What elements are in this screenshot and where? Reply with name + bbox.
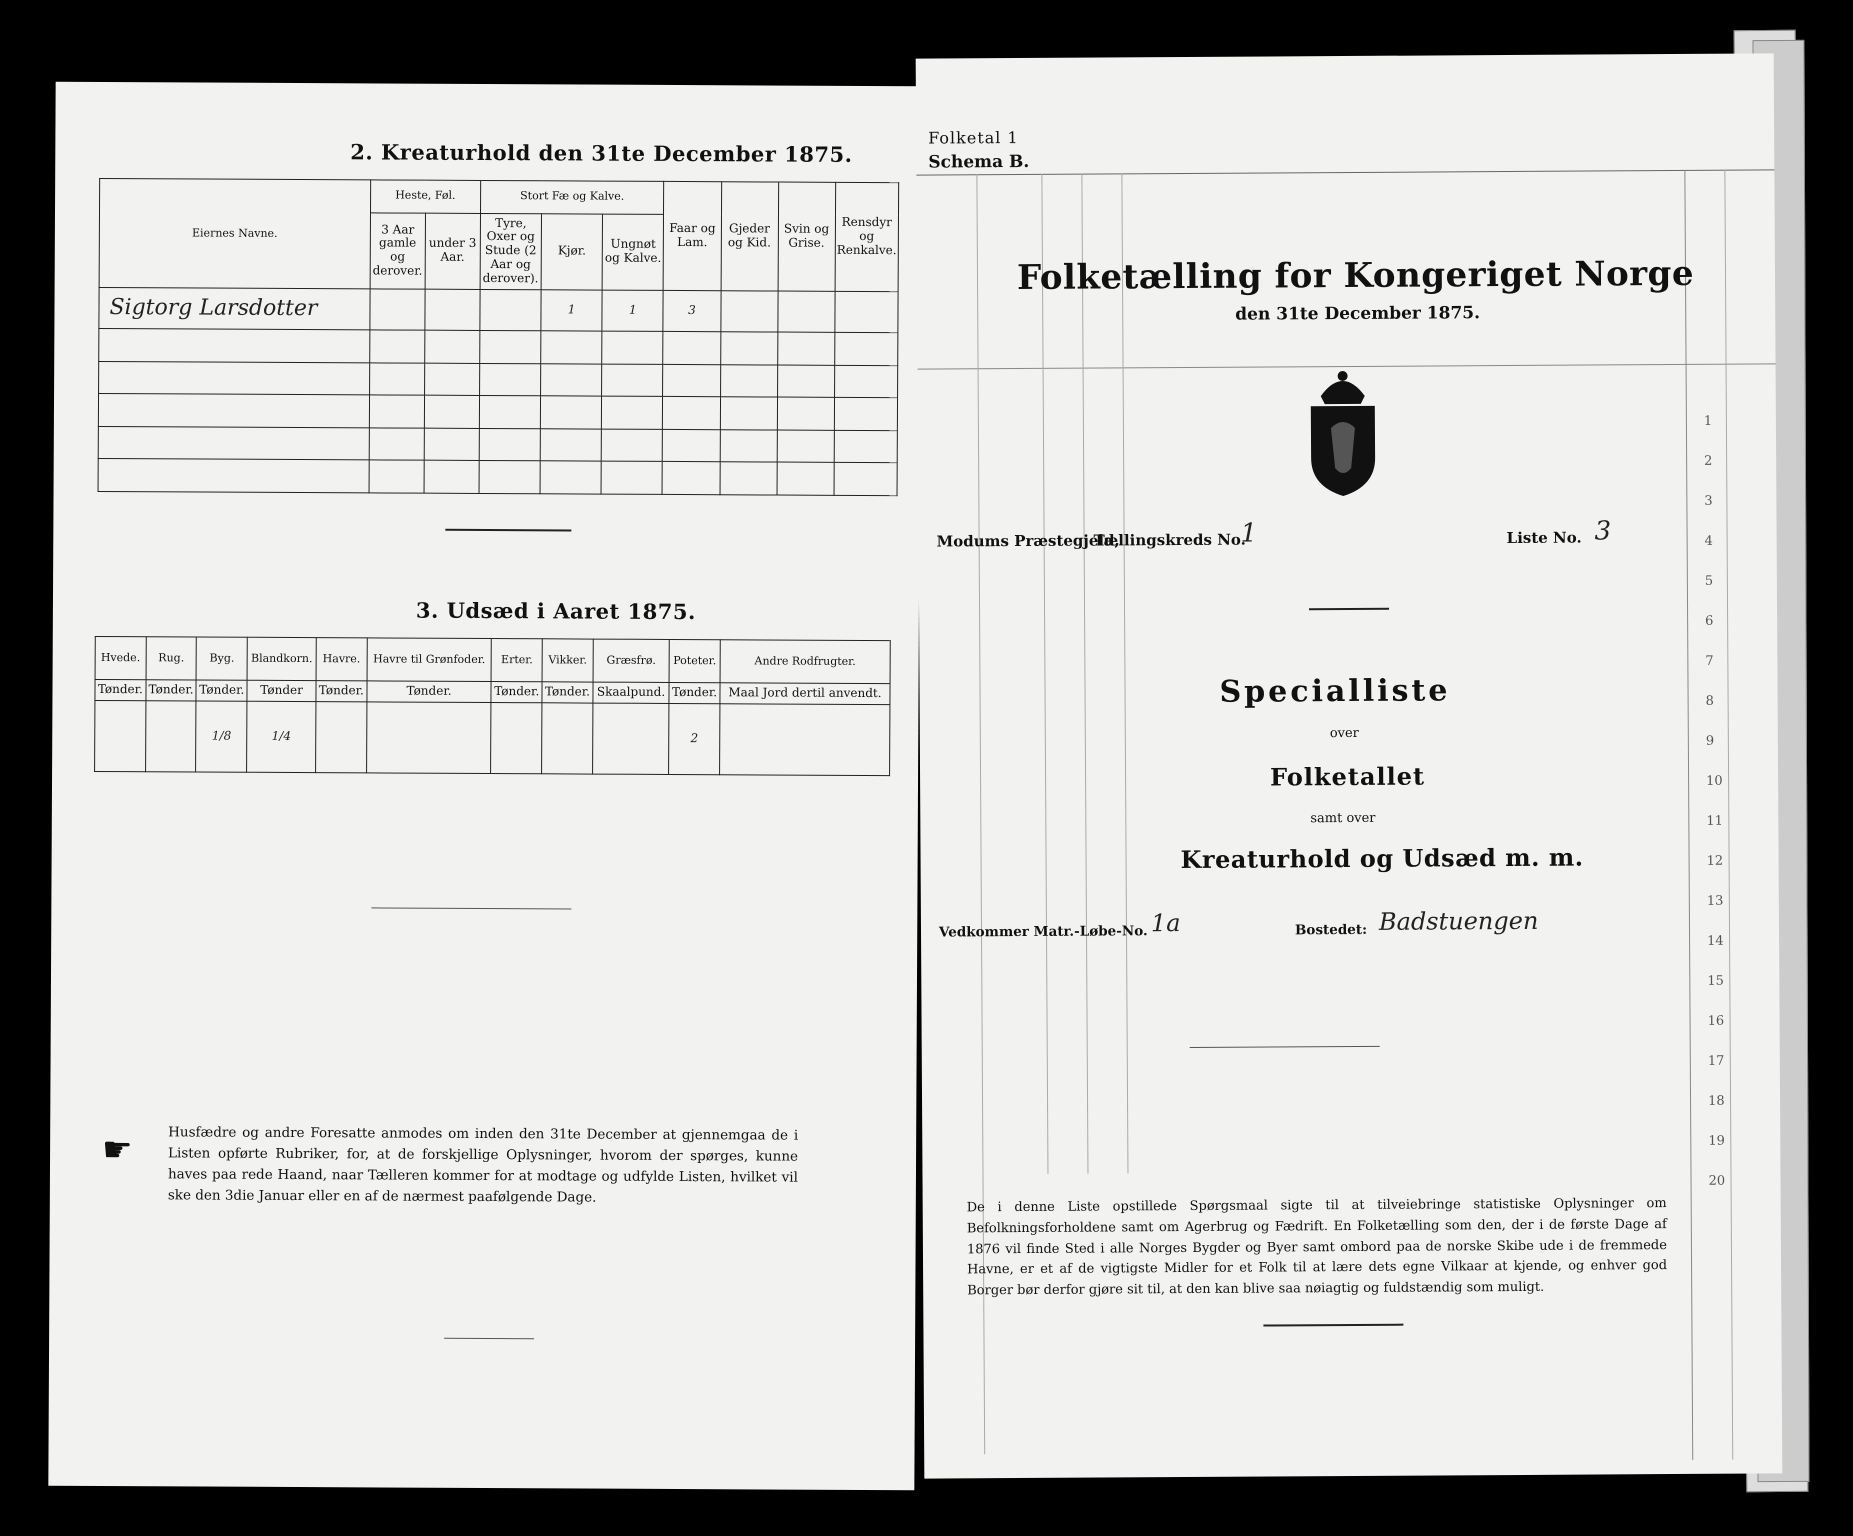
seed-value-1: [145, 701, 196, 772]
population-label: Folketallet: [1269, 761, 1426, 792]
row-number: 4: [1704, 533, 1713, 549]
seed-header-1: Rug.: [146, 637, 197, 680]
divider-3: [1263, 1324, 1403, 1327]
seed-header-3: Blandkorn.: [247, 637, 316, 680]
row-number: 12: [1706, 853, 1724, 869]
district-number: 1: [1240, 518, 1258, 549]
row-number: 5: [1704, 573, 1714, 589]
bostedet-label: Bostedet:: [1294, 921, 1368, 939]
young-cell: 1: [602, 290, 663, 332]
matr-value: 1a: [1150, 909, 1181, 938]
list-label: Liste No.: [1506, 528, 1582, 548]
seed-unit-4: Tønder.: [316, 680, 367, 702]
schema-label: Schema B.: [928, 151, 1030, 173]
divider-2: [1190, 1046, 1380, 1048]
pigs-cell: [777, 291, 834, 333]
row-number: 9: [1705, 733, 1715, 749]
row-number: 8: [1705, 693, 1714, 709]
row-number: 3: [1704, 493, 1713, 509]
seed-unit-3: Tønder: [247, 680, 316, 702]
seed-header-0: Hvede.: [95, 636, 146, 679]
right-page: [916, 53, 1783, 1478]
seed-unit-5: Tønder.: [367, 681, 492, 703]
census-date: den 31te December 1875.: [1235, 303, 1481, 325]
horses-young-header: under 3 Aar.: [425, 213, 480, 289]
special-title: Specialliste: [1219, 673, 1451, 710]
seed-unit-8: Skaalpund.: [593, 682, 669, 704]
seed-unit-6: Tønder.: [491, 681, 542, 703]
seed-title: 3. Udsæd i Aaret 1875.: [415, 597, 696, 625]
seed-value-8: [592, 703, 669, 774]
reindeer-header: Rensdyr og Renkalve.: [835, 182, 899, 291]
horses-young-cell: [425, 289, 480, 331]
row-number: 16: [1707, 1013, 1725, 1029]
seed-value-9: 2: [669, 704, 720, 775]
samt-over-label: samt over: [1310, 810, 1376, 827]
stamp-text: Folketal 1: [928, 128, 1019, 148]
row-number: 1: [1703, 413, 1713, 429]
seed-unit-2: Tønder.: [196, 680, 247, 702]
intro-text: De i denne Liste opstillede Spørgsmaal sigte til at tilveiebringe statistiske Oplysninger om Befolkningsforholdene samt om Agerbrug og Fædrift. En Folketælling som den, der i de første Dage af 1876 vil finde Sted i alle Norges Bygder og Byer samt ombord paa de norske Skibe ude i de fremmede Havne, er et af de vigtigste Midler for et Folk til at lære dets egne Vilkaar at kjende, og enhver god Borger bør derfor gjøre sit til, at den kan blive saa nøiagtig og fuldstændig som muligt.: [966, 1196, 1668, 1299]
horses-old-header: 3 Aar gamle og derover.: [370, 212, 425, 288]
over-label: over: [1329, 725, 1359, 742]
goats-cell: [720, 290, 777, 332]
seed-header-6: Erter.: [491, 639, 542, 682]
seed-header-5: Havre til Grønfoder.: [367, 638, 492, 681]
seed-header-9: Poteter.: [669, 639, 720, 682]
row-number: 15: [1707, 973, 1724, 989]
row-number: 6: [1705, 613, 1714, 629]
livestock-table: [98, 178, 900, 496]
row-number: 19: [1708, 1133, 1725, 1149]
notice-text: Husfædre og andre Foresatte anmodes om inden den 31te December at gjennemgaa de i Listen opførte Rubriker, for, at de forskjellige Oplysninger, hvorom der spørges, kunne haves paa rede Haand, naar Tælleren kommer for at modtage og udfylde Listen, hvilket vil ske den 3die Januar eller en af de nærmest paafølgende Dage.: [167, 1124, 799, 1206]
district-label: Tællingskreds No.: [1093, 530, 1246, 550]
bulls-header: Tyre, Oxer og Stude (2 Aar og derover).: [480, 213, 542, 289]
row-number: 11: [1706, 813, 1723, 829]
livestock-title: 2. Kreaturhold den 31te December 1875.: [350, 139, 853, 167]
seed-value-7: [542, 703, 593, 774]
pigs-header: Svin og Grise.: [778, 182, 836, 291]
bulls-cell: [480, 289, 541, 331]
row-number: 7: [1705, 653, 1714, 669]
divider-2: [371, 907, 571, 909]
column-rule: [1081, 174, 1088, 1174]
seed-unit-1: Tønder.: [146, 680, 197, 702]
horses-old-cell: [370, 289, 425, 331]
horses-header: Heste, Føl.: [370, 180, 480, 213]
matr-label: Vedkommer Matr.-Løbe-No.: [938, 923, 1148, 941]
row-number: 2: [1704, 453, 1713, 469]
list-number: 3: [1594, 516, 1612, 547]
divider-3: [444, 1338, 534, 1339]
young-header: Ungnøt og Kalve.: [602, 214, 664, 290]
column-rule: [1121, 173, 1128, 1173]
seed-value-0: [95, 701, 146, 772]
seed-value-5: [366, 702, 491, 773]
seed-table: [94, 636, 891, 776]
cattle-header: Stort Fæ og Kalve.: [480, 180, 664, 214]
divider: [1309, 608, 1389, 610]
main-title: Folketælling for Kongeriget Norge: [1016, 253, 1695, 299]
row-number: 10: [1706, 773, 1723, 789]
owner-header: Eiernes Navne.: [99, 178, 370, 288]
coat-of-arms-icon: [1303, 368, 1384, 498]
cows-cell: 1: [541, 289, 602, 331]
reindeer-cell: [835, 291, 899, 333]
seed-value-10: [720, 704, 890, 776]
pointing-hand-icon: ☛: [101, 1130, 133, 1171]
owner-cell: Sigtorg Larsdotter: [99, 287, 370, 330]
goats-header: Gjeder og Kid.: [721, 182, 779, 291]
seed-header-4: Havre.: [316, 638, 367, 681]
row-number: 18: [1708, 1093, 1725, 1109]
seed-header-7: Vikker.: [542, 639, 593, 682]
seed-value-2: 1/8: [196, 701, 247, 772]
seed-value-3: 1/4: [247, 702, 316, 773]
bostedet-value: Badstuengen: [1378, 906, 1539, 936]
seed-value-6: [491, 703, 542, 774]
row-number: 17: [1707, 1053, 1725, 1069]
divider: [445, 529, 571, 532]
seed-header-2: Byg.: [197, 637, 248, 680]
seed-header-8: Græsfrø.: [593, 639, 670, 682]
seed-unit-10: Maal Jord dertil anvendt.: [720, 683, 890, 705]
seed-unit-9: Tønder.: [669, 682, 720, 704]
parish-label: Modums Præstegjeld,: [936, 531, 1120, 551]
column-band-top: [916, 169, 1774, 175]
left-page: [48, 82, 921, 1491]
sheep-header: Faar og Lam.: [664, 181, 722, 290]
sheep-cell: 3: [663, 290, 720, 332]
column-rule: [1041, 174, 1048, 1174]
seed-unit-0: Tønder.: [95, 679, 146, 701]
seed-header-10: Andre Rodfrugter.: [720, 640, 890, 684]
seed-value-4: [316, 702, 367, 773]
row-number: 13: [1706, 893, 1724, 909]
cows-header: Kjør.: [541, 213, 603, 289]
seed-unit-7: Tønder.: [542, 682, 593, 704]
livestock-seed-label: Kreaturhold og Udsæd m. m.: [1180, 842, 1584, 875]
row-number: 20: [1708, 1173, 1726, 1189]
row-number: 14: [1707, 933, 1724, 949]
